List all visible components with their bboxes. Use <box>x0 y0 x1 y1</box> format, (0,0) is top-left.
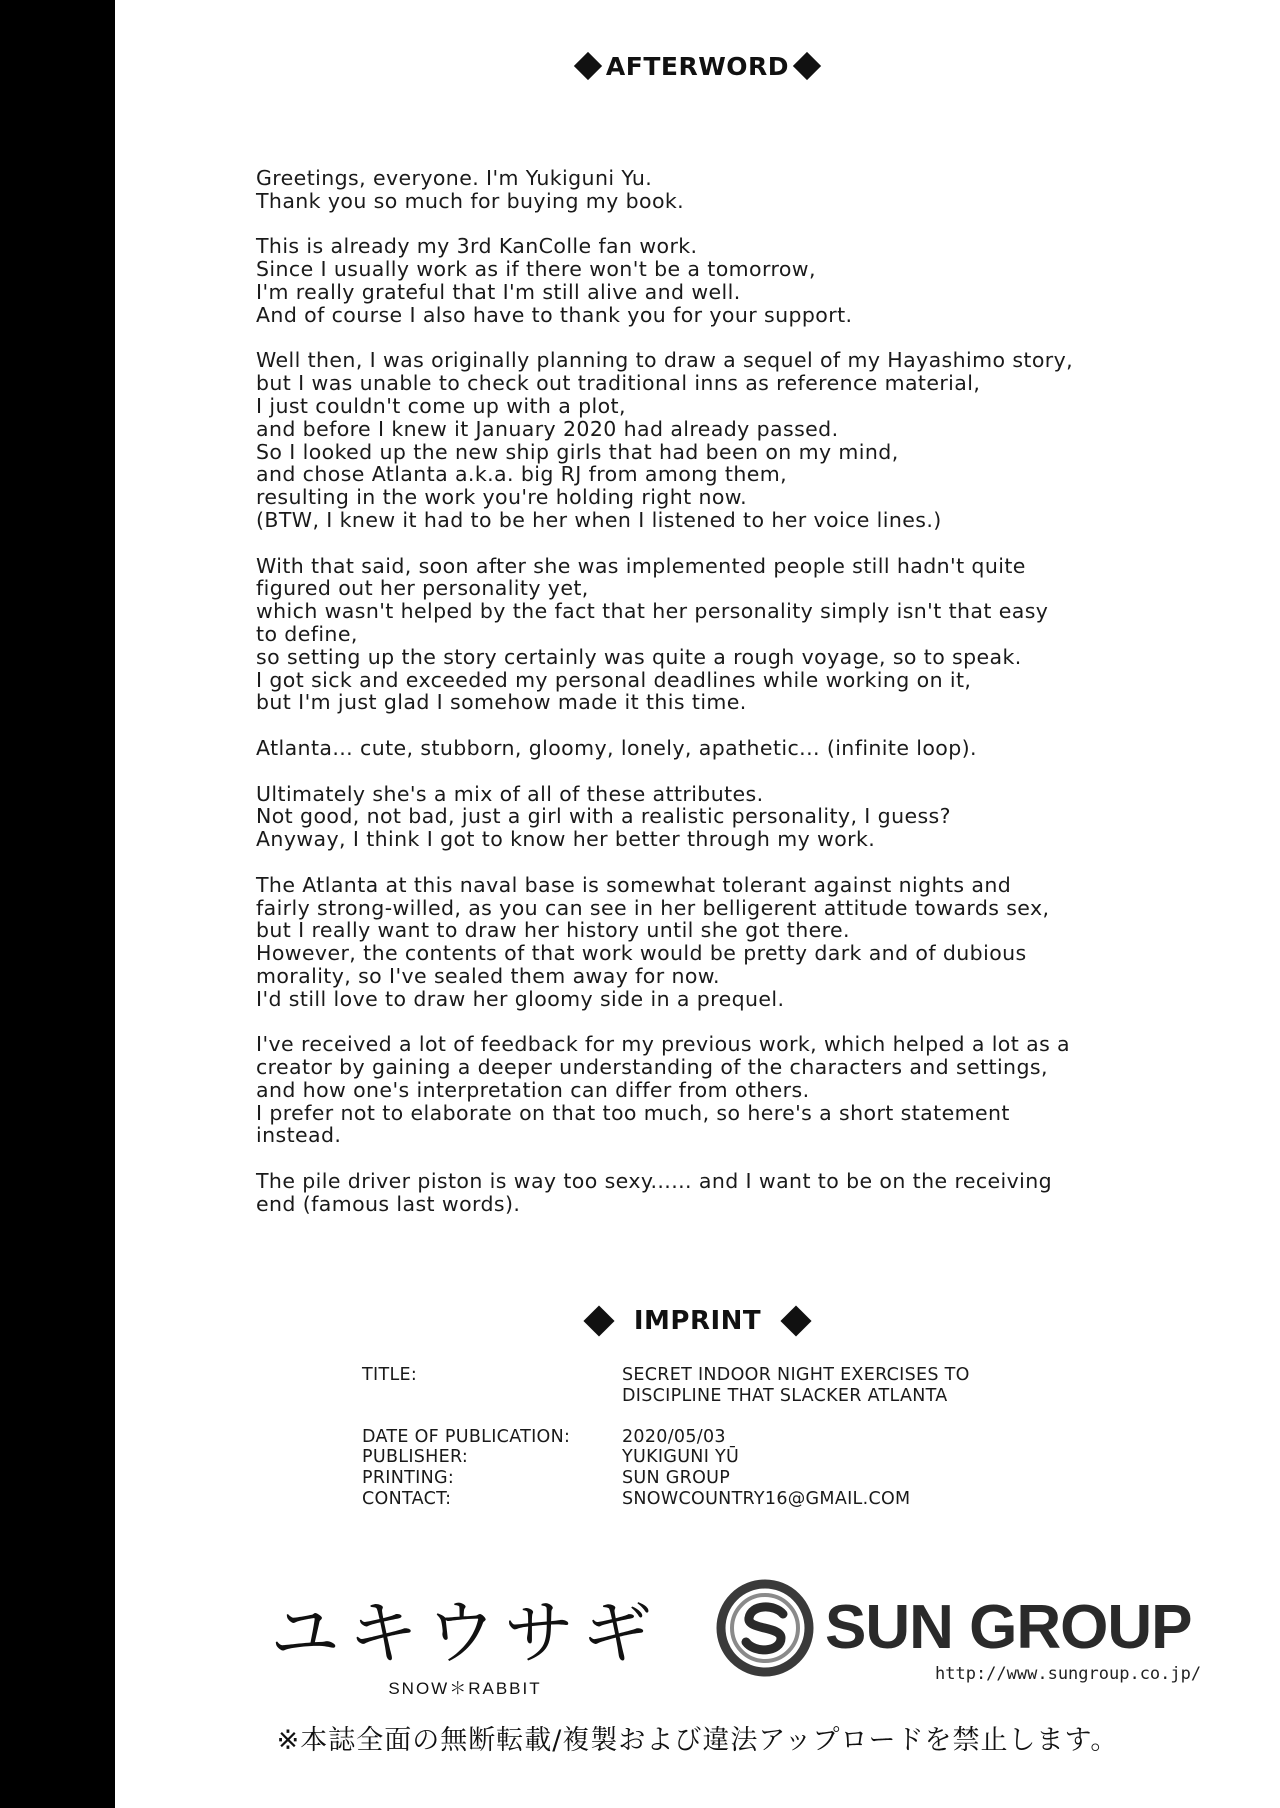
imprint-heading-text: IMPRINT <box>633 1305 762 1336</box>
sun-group-emblem-icon <box>715 1578 815 1678</box>
imprint-label: PRINTING: <box>362 1468 455 1489</box>
afterword-body <box>256 167 1156 1238</box>
imprint-row-date <box>362 1427 1062 1448</box>
left-black-margin <box>0 0 115 1808</box>
sun-group-name: SUN GROUP <box>825 1593 1192 1662</box>
afterword-paragraph: This is already my 3rd KanColle fan work. Since I usually work as if there won't be a tomorrow, I'm really grateful that I'm still alive and well. And of course I also have to thank you for your support. <box>256 234 853 327</box>
imprint-row-title <box>362 1365 1062 1407</box>
afterword-paragraph: The pile driver piston is way too sexy...... and I want to be on the receiving end (famous last words). <box>256 1169 1053 1216</box>
imprint-row-publisher <box>362 1447 1062 1468</box>
afterword-paragraph: Greetings, everyone. I'm Yukiguni Yu. Thank you so much for buying my book. <box>256 166 685 213</box>
imprint-value: SNOWCOUNTRY16@GMAIL.COM <box>622 1488 911 1509</box>
snow-rabbit-logo-subtitle: SNOW＊RABBIT <box>388 1679 542 1698</box>
imprint-label: TITLE: <box>362 1365 418 1385</box>
imprint-value: SECRET INDOOR NIGHT EXERCISES TO DISCIPLINE THAT SLACKER ATLANTA <box>622 1365 970 1406</box>
imprint-value: SUN GROUP <box>622 1468 731 1489</box>
imprint-row-contact <box>362 1489 1062 1510</box>
imprint-value: 2020/05/03 <box>622 1426 726 1447</box>
imprint-label: CONTACT: <box>362 1488 452 1509</box>
afterword-heading <box>115 50 1280 81</box>
afterword-paragraph: With that said, soon after she was implemented people still hadn't quite figured out her personality yet, which wasn't helped by the fact that her personality simply isn't that easy to define, so setting up the story certainly was quite a rough voyage, so to speak. I got sick and exceeded my personal deadlines while working on it, but I'm just glad I somehow made it this time. <box>256 553 1049 715</box>
sun-group-url: http://www.sungroup.co.jp/ <box>935 1664 1202 1684</box>
diamond-icon <box>574 52 602 80</box>
copyright-notice: ※本誌全面の無断転載/複製および違法アップロードを禁止します。 <box>276 1725 1119 1756</box>
afterword-paragraph: Well then, I was originally planning to draw a sequel of my Hayashimo story, but I was unable to check out traditional inns as reference material, I just couldn't come up with a plot, and before I knew it January 2020 had already passed. So I looked up the new ship girls that had been on my mind, and chose Atlanta a.k.a. big RJ from among them, resulting in the work you're holding right now. (BTW, I knew it had to be her when I listened to her voice lines.) <box>256 348 1074 532</box>
sun-group-logo <box>715 1578 1255 1688</box>
imprint-label: DATE OF PUBLICATION: <box>362 1426 571 1447</box>
imprint-heading <box>115 1305 1280 1336</box>
imprint-value: YUKIGUNI YŪ <box>622 1447 740 1468</box>
imprint-table <box>362 1365 1062 1510</box>
imprint-row-printing <box>362 1468 1062 1489</box>
diamond-icon <box>583 1305 614 1336</box>
afterword-paragraph: Ultimately she's a mix of all of these attributes. Not good, not bad, just a girl with a realistic personality, I guess? Anyway, I think I got to know her better through my work. <box>256 781 951 852</box>
afterword-page <box>115 0 1280 1808</box>
snow-rabbit-logo <box>270 1592 660 1699</box>
diamond-icon <box>781 1305 812 1336</box>
imprint-label: PUBLISHER: <box>362 1447 469 1468</box>
afterword-paragraph: I've received a lot of feedback for my previous work, which helped a lot as a creator by gaining a deeper understanding of the characters and settings, and how one's interpretation can differ from others. I prefer not to elaborate on that too much, so here's a short statement instead. <box>256 1032 1071 1148</box>
afterword-paragraph: The Atlanta at this naval base is somewhat tolerant against nights and fairly strong-willed, as you can see in her belligerent attitude towards sex, but I really want to draw her history until she got there. However, the contents of that work would be pretty dark and of dubious morality, so I've sealed them away for now. I'd still love to draw her gloomy side in a prequel. <box>256 872 1050 1011</box>
afterword-paragraph: Atlanta... cute, stubborn, gloomy, lonely, apathetic... (infinite loop). <box>256 735 977 760</box>
afterword-heading-text: AFTERWORD <box>605 51 790 81</box>
diamond-icon <box>793 52 821 80</box>
snow-rabbit-logo-kana: ユキウサギ <box>270 1592 660 1674</box>
